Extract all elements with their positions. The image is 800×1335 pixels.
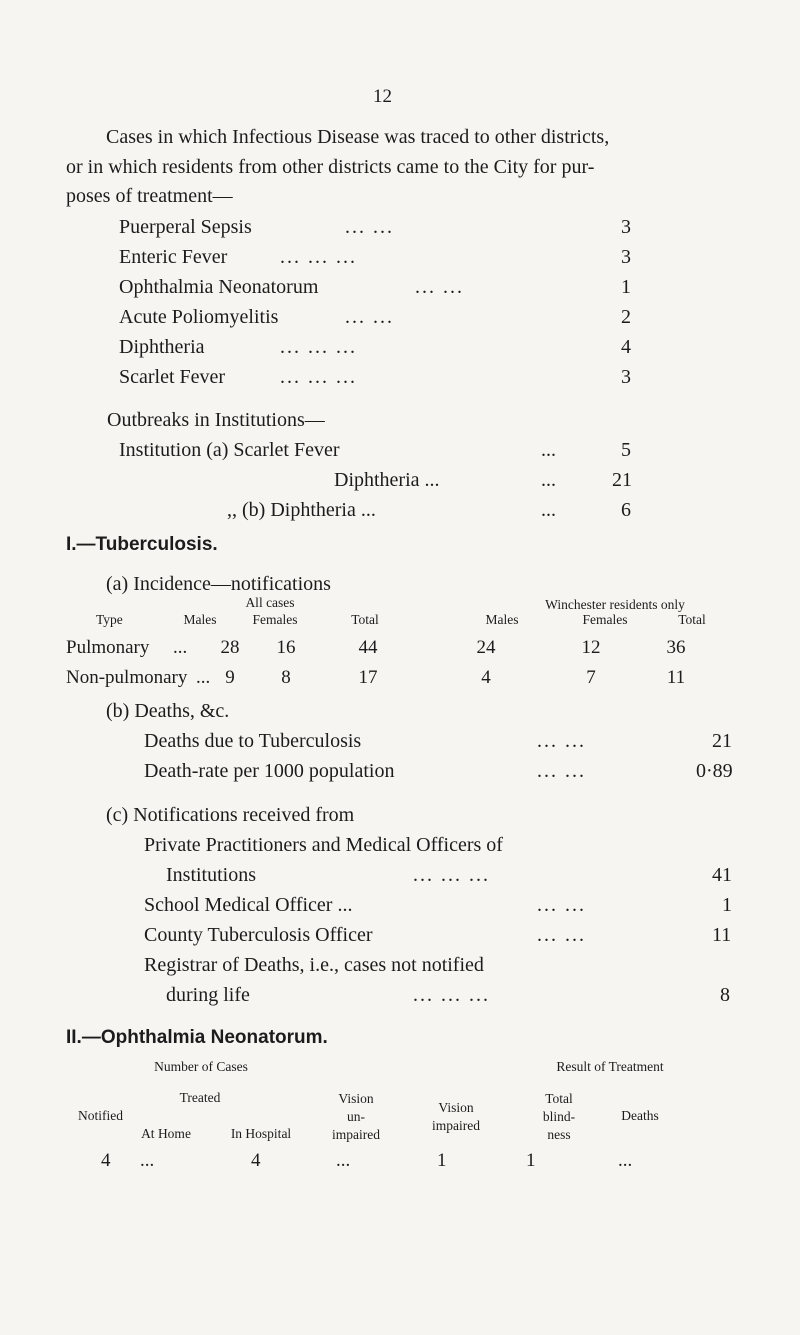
case-value: 2 [621, 306, 631, 328]
case-label: Puerperal Sepsis [119, 216, 252, 238]
outbreak-label: Institution (a) Scarlet Fever [119, 439, 340, 461]
row-at-home: ... [140, 1150, 155, 1171]
notifications-heading: (c) Notifications received from [106, 804, 355, 826]
deaths-label: Deaths due to Tuberculosis [144, 730, 362, 752]
header-total-blindness: Total blind- ness [542, 1091, 576, 1142]
outbreak-value: 21 [612, 469, 632, 491]
case-value: 3 [621, 246, 631, 268]
header-treated: Treated [179, 1090, 221, 1105]
row-w-males: 24 [476, 637, 496, 658]
row-w-females: 12 [581, 637, 601, 658]
row-males: 9 [225, 667, 235, 688]
page-number: 12 [373, 86, 392, 107]
header-vision-unimpaired: Vision un- impaired [332, 1091, 380, 1142]
case-value: 1 [621, 276, 631, 298]
row-males: 28 [220, 637, 240, 658]
notification-label: Institutions [166, 864, 257, 886]
outbreak-dots: ... [541, 439, 556, 461]
notification-dots: ... ... ... [413, 864, 490, 886]
outbreak-label: Diphtheria ... [334, 469, 440, 491]
notifications-private: Private Practitioners and Medical Officers of [144, 834, 503, 856]
notification-value: 1 [722, 894, 732, 916]
header-females: Females [252, 612, 298, 627]
case-dots: ... ... [345, 306, 394, 328]
outbreak-value: 5 [621, 439, 631, 461]
header-w-total: Total [678, 612, 706, 627]
row-w-total: 11 [666, 667, 686, 688]
deaths-heading: (b) Deaths, &c. [106, 700, 230, 722]
intro-line-2: or in which residents from other districts came to the City for pur- [66, 156, 595, 178]
case-dots: ... ... [345, 216, 394, 238]
outbreak-dots: ... [541, 469, 556, 491]
row-w-males: 4 [481, 667, 491, 688]
intro-line-3: poses of treatment— [66, 185, 233, 207]
row-type: Pulmonary [66, 637, 150, 658]
header-w-males: Males [485, 612, 519, 627]
header-notified: Notified [78, 1108, 123, 1123]
case-label: Diphtheria [119, 336, 205, 358]
case-label: Scarlet Fever [119, 366, 226, 388]
row-females: 8 [281, 667, 291, 688]
outbreak-value: 6 [621, 499, 631, 521]
notifications-registrar: Registrar of Deaths, i.e., cases not notified [144, 954, 484, 976]
header-vision-impaired: Vision impaired [432, 1100, 480, 1133]
case-dots: ... ... ... [280, 366, 357, 388]
case-value: 3 [621, 366, 631, 388]
case-dots: ... ... [415, 276, 464, 298]
deaths-value: 21 [712, 730, 732, 752]
row-dots: ... [173, 637, 188, 658]
case-value: 3 [621, 216, 631, 238]
header-males: Males [183, 612, 217, 627]
case-label: Enteric Fever [119, 246, 228, 268]
row-females: 16 [276, 637, 296, 658]
case-dots: ... ... ... [280, 246, 357, 268]
row-vision-impaired: 1 [437, 1150, 447, 1171]
death-rate-label: Death-rate per 1000 population [144, 760, 395, 782]
notification-value: 41 [712, 864, 732, 886]
header-all-cases: All cases [245, 595, 295, 610]
outbreaks-heading: Outbreaks in Institutions— [107, 409, 325, 431]
notification-label: during life [166, 984, 250, 1006]
row-w-females: 7 [586, 667, 596, 688]
notification-label: School Medical Officer ... [144, 894, 353, 916]
header-in-hospital: In Hospital [230, 1126, 292, 1141]
row-total: 44 [358, 637, 378, 658]
row-in-hospital: 4 [251, 1150, 261, 1171]
notification-label: County Tuberculosis Officer [144, 924, 373, 946]
header-at-home: At Home [141, 1126, 191, 1141]
case-dots: ... ... ... [280, 336, 357, 358]
deaths-dots: ... ... [537, 730, 586, 752]
header-result: Result of Treatment [556, 1059, 664, 1074]
row-total: 17 [358, 667, 378, 688]
row-vision-unimpaired: ... [336, 1150, 351, 1171]
death-rate-dots: ... ... [537, 760, 586, 782]
incidence-heading: (a) Incidence—notifications [106, 573, 331, 595]
header-winchester: Winchester residents only [545, 597, 685, 612]
notification-dots: ... ... [537, 924, 586, 946]
header-number-of-cases: Number of Cases [154, 1059, 248, 1074]
outbreak-label: ,, (b) Diphtheria ... [227, 499, 376, 521]
case-label: Acute Poliomyelitis [119, 306, 279, 328]
header-deaths: Deaths [621, 1108, 659, 1123]
case-value: 4 [621, 336, 631, 358]
row-total-blindness: 1 [526, 1150, 536, 1171]
outbreak-dots: ... [541, 499, 556, 521]
section-title-ophthalmia: II.—Ophthalmia Neonatorum. [66, 1027, 328, 1048]
notification-value: 11 [712, 924, 732, 946]
notification-dots: ... ... ... [413, 984, 490, 1006]
row-deaths: ... [618, 1150, 633, 1171]
intro-line-1: Cases in which Infectious Disease was traced to other districts, [106, 126, 610, 148]
row-notified: 4 [101, 1150, 111, 1171]
notification-value: 8 [720, 984, 730, 1006]
row-w-total: 36 [666, 637, 686, 658]
notification-dots: ... ... [537, 894, 586, 916]
header-type: Type [96, 612, 123, 627]
header-total: Total [351, 612, 379, 627]
death-rate-value: 0·89 [696, 760, 733, 782]
section-title-tuberculosis: I.—Tuberculosis. [66, 534, 218, 555]
header-w-females: Females [582, 612, 628, 627]
case-label: Ophthalmia Neonatorum [119, 276, 319, 298]
row-dots: ... [196, 667, 211, 688]
row-type: Non-pulmonary [66, 667, 188, 688]
